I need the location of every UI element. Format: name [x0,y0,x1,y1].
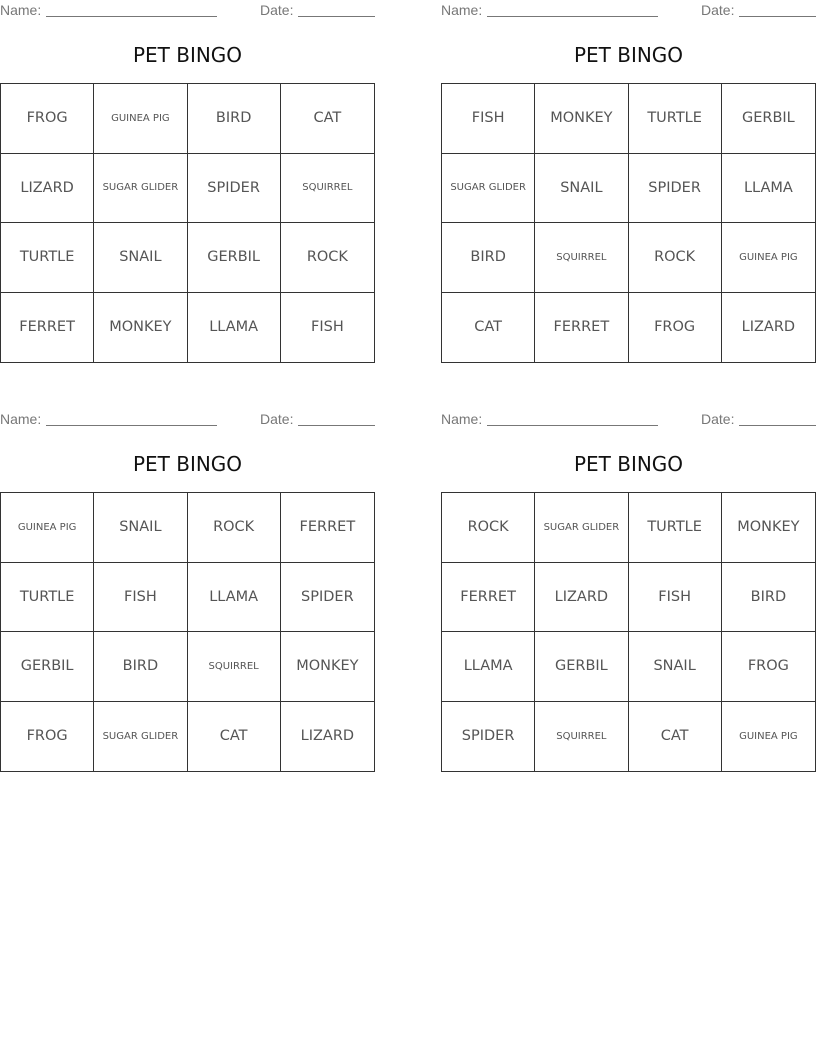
bingo-cell: GERBIL [722,84,815,154]
bingo-cell: ROCK [188,493,281,563]
bingo-cell: BIRD [722,563,815,633]
bingo-cell: FERRET [535,293,628,363]
bingo-cell: FERRET [1,293,94,363]
bingo-cell: MONKEY [535,84,628,154]
bingo-cell: MONKEY [94,293,187,363]
name-date-line [441,409,816,429]
bingo-cell: TURTLE [1,563,94,633]
bingo-cell: BIRD [188,84,281,154]
date-blank [739,16,816,17]
bingo-cell: GERBIL [188,223,281,293]
date-blank [298,425,375,426]
bingo-cell: MONKEY [722,493,815,563]
bingo-cell: TURTLE [629,84,722,154]
bingo-card-4 [441,409,816,745]
bingo-cell: CAT [629,702,722,772]
bingo-cell: TURTLE [629,493,722,563]
bingo-card-2 [441,0,816,336]
name-label: Name: [441,411,483,427]
bingo-grid [0,83,375,363]
bingo-cell: FROG [629,293,722,363]
bingo-cell: SNAIL [629,632,722,702]
card-title: PET BINGO [573,43,684,67]
bingo-card-3 [0,409,375,745]
name-date-line [441,0,816,20]
bingo-cell: TURTLE [1,223,94,293]
name-label: Name: [0,411,42,427]
bingo-cell: LLAMA [188,563,281,633]
date-label: Date: [701,2,735,18]
bingo-cell: LLAMA [722,154,815,224]
bingo-cell: CAT [281,84,374,154]
bingo-cell: GUINEA PIG [739,730,798,742]
name-label: Name: [0,2,42,18]
bingo-cell: LIZARD [741,319,796,336]
bingo-cell: LIZARD [535,563,628,633]
date-label: Date: [260,2,294,18]
date-label: Date: [260,411,294,427]
bingo-grid [441,83,816,363]
name-date-line [0,409,375,429]
card-title: PET BINGO [132,43,243,67]
bingo-grid [441,492,816,772]
bingo-cell: LIZARD [300,728,355,745]
bingo-cell: CAT [442,293,535,363]
bingo-cell: BIRD [94,632,187,702]
bingo-cell: GERBIL [535,632,628,702]
bingo-cell: MONKEY [281,632,374,702]
name-blank [46,425,217,426]
bingo-cell: FROG [1,702,94,772]
bingo-cell: FROG [1,84,94,154]
bingo-cell: SPIDER [281,563,374,633]
bingo-cell: FISH [629,563,722,633]
bingo-cell: SPIDER [629,154,722,224]
name-blank [487,16,658,17]
bingo-cell: GERBIL [1,632,94,702]
bingo-cell: GUINEA PIG [94,84,187,154]
bingo-cell: GUINEA PIG [722,223,815,293]
bingo-cell: SNAIL [94,493,187,563]
date-blank [739,425,816,426]
bingo-cell: FERRET [442,563,535,633]
bingo-cell: SNAIL [535,154,628,224]
bingo-cell: SUGAR GLIDER [94,702,187,772]
bingo-cell: LIZARD [1,154,94,224]
bingo-cell: SNAIL [94,223,187,293]
name-label: Name: [441,2,483,18]
bingo-cell: SPIDER [442,702,535,772]
bingo-card-1 [0,0,375,336]
bingo-cell: FERRET [281,493,374,563]
name-blank [487,425,658,426]
bingo-cell: ROCK [281,223,374,293]
card-title: PET BINGO [573,452,684,476]
bingo-cell: FISH [311,319,344,336]
bingo-cell: SQUIRREL [188,632,281,702]
bingo-cell: LLAMA [442,632,535,702]
bingo-cell: SQUIRREL [535,223,628,293]
bingo-cell: SUGAR GLIDER [94,154,187,224]
bingo-cell: GUINEA PIG [1,493,94,563]
bingo-cell: SQUIRREL [281,154,374,224]
bingo-cell: FISH [94,563,187,633]
bingo-cell: FROG [722,632,815,702]
date-blank [298,16,375,17]
bingo-cell: ROCK [442,493,535,563]
bingo-cell: SUGAR GLIDER [535,493,628,563]
name-blank [46,16,217,17]
bingo-cell: CAT [188,702,281,772]
bingo-grid [0,492,375,772]
bingo-cell: SUGAR GLIDER [442,154,535,224]
bingo-cell: SQUIRREL [535,702,628,772]
name-date-line [0,0,375,20]
bingo-cell: LLAMA [188,293,281,363]
bingo-cell: BIRD [442,223,535,293]
bingo-cell: FISH [442,84,535,154]
bingo-cell: ROCK [629,223,722,293]
card-title: PET BINGO [132,452,243,476]
bingo-cell: SPIDER [188,154,281,224]
date-label: Date: [701,411,735,427]
